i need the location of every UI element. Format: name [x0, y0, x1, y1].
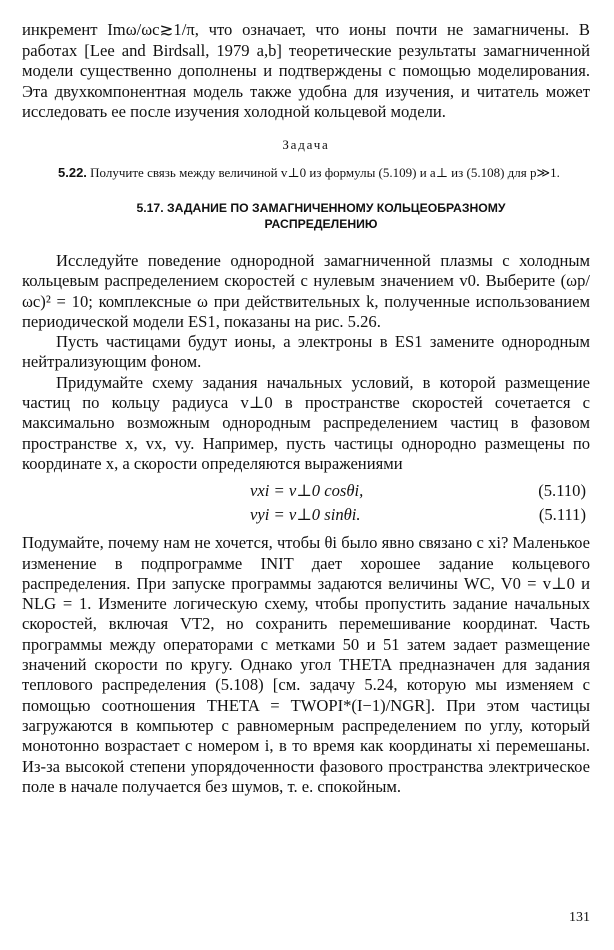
- section-title-line-1: 5.17. ЗАДАНИЕ ПО ЗАМАГНИЧЕННОМУ КОЛЬЦЕОБРАЗНОМУ: [136, 200, 506, 215]
- page-number: 131: [569, 910, 590, 925]
- equation-5-110: [22, 480, 590, 501]
- paragraph-2: Пусть частицами будут ионы, а электроны в ES1 замените однородным нейтрализующим фоном.: [22, 332, 590, 372]
- task-text: Получите связь между величиной v⊥0 из формулы (5.109) и a⊥ из (5.108) для p≫1.: [90, 164, 560, 180]
- intro-paragraph: инкремент Imω/ωc≳1/π, что означает, что ионы почти не замагничены. В работах [Lee and Birdsall, 1979 a,b] теоретические результаты замагниченной модели существенно дополнены и подтверждены с помощью моделирования. Эта двухкомпонентная модель также удобна для изучения, и читатель может исследовать ее после изучения холодной кольцевой модели.: [22, 20, 590, 122]
- equation-5-111: [22, 504, 590, 525]
- equation-number: (5.110): [538, 481, 586, 501]
- task-5-22: [22, 163, 590, 182]
- paragraph-3: Придумайте схему задания начальных условий, в которой размещение частиц по кольцу радиуса v⊥0 в пространстве скоростей сочетается с максимально возможным однородным распределением частиц в фазовом пространстве x, vx, vy. Например, пусть частицы однородно размещены по координате x, а скорости определяются выражениями: [22, 372, 590, 473]
- page-content: [22, 20, 590, 797]
- equation-number: (5.111): [538, 505, 586, 525]
- section-title: [22, 200, 590, 233]
- paragraph-1: Исследуйте поведение однородной замагниченной плазмы с холодным кольцевым распределением скоростей с нулевым значением v0. Выберите (ωp/ωc)² = 10; комплексные ω при действительных k, полученные использованием периодической модели ES1, показаны на рис. 5.26.: [22, 250, 590, 331]
- section-title-line-2: РАСПРЕДЕЛЕНИЮ: [264, 217, 378, 232]
- closing-paragraph: Подумайте, почему нам не хочется, чтобы θi было явно связано с xi? Маленькое изменение в подпрограмме INIT дает хорошее задание кольцевого распределения. При запуске программы задаются величины WC, V0 = v⊥0 и NLG = 1. Измените логическую схему, чтобы пропустить задание начальных скоростей, включая VT2, но сохранить перемешивание координат. Часть программы между операторами с метками 50 и 51 затем задает размещение значений скорости по кругу. Однако угол THETA предназначен для задания теплового распределения (5.108) [см. задачу 5.24, которую мы изменяем с помощью соотношения THETA = TWOPI*(I−1)/NGR]. При этом частицы загружаются в компьютер с равномерным распределением по углу, который монотонно возрастает с номером i, в то время как координаты xi перемешаны. Из-за высокой степени упорядоченности фазового пространства электрическое поле в начале получается без шумов, т. е. спокойным.: [22, 533, 590, 796]
- task-number: 5.22.: [58, 164, 87, 180]
- section-body: [22, 251, 590, 797]
- equation-expression: vxi = v⊥0 cosθi,: [250, 481, 364, 501]
- task-heading: Задача: [282, 136, 330, 152]
- equation-expression: vyi = v⊥0 sinθi.: [250, 505, 361, 525]
